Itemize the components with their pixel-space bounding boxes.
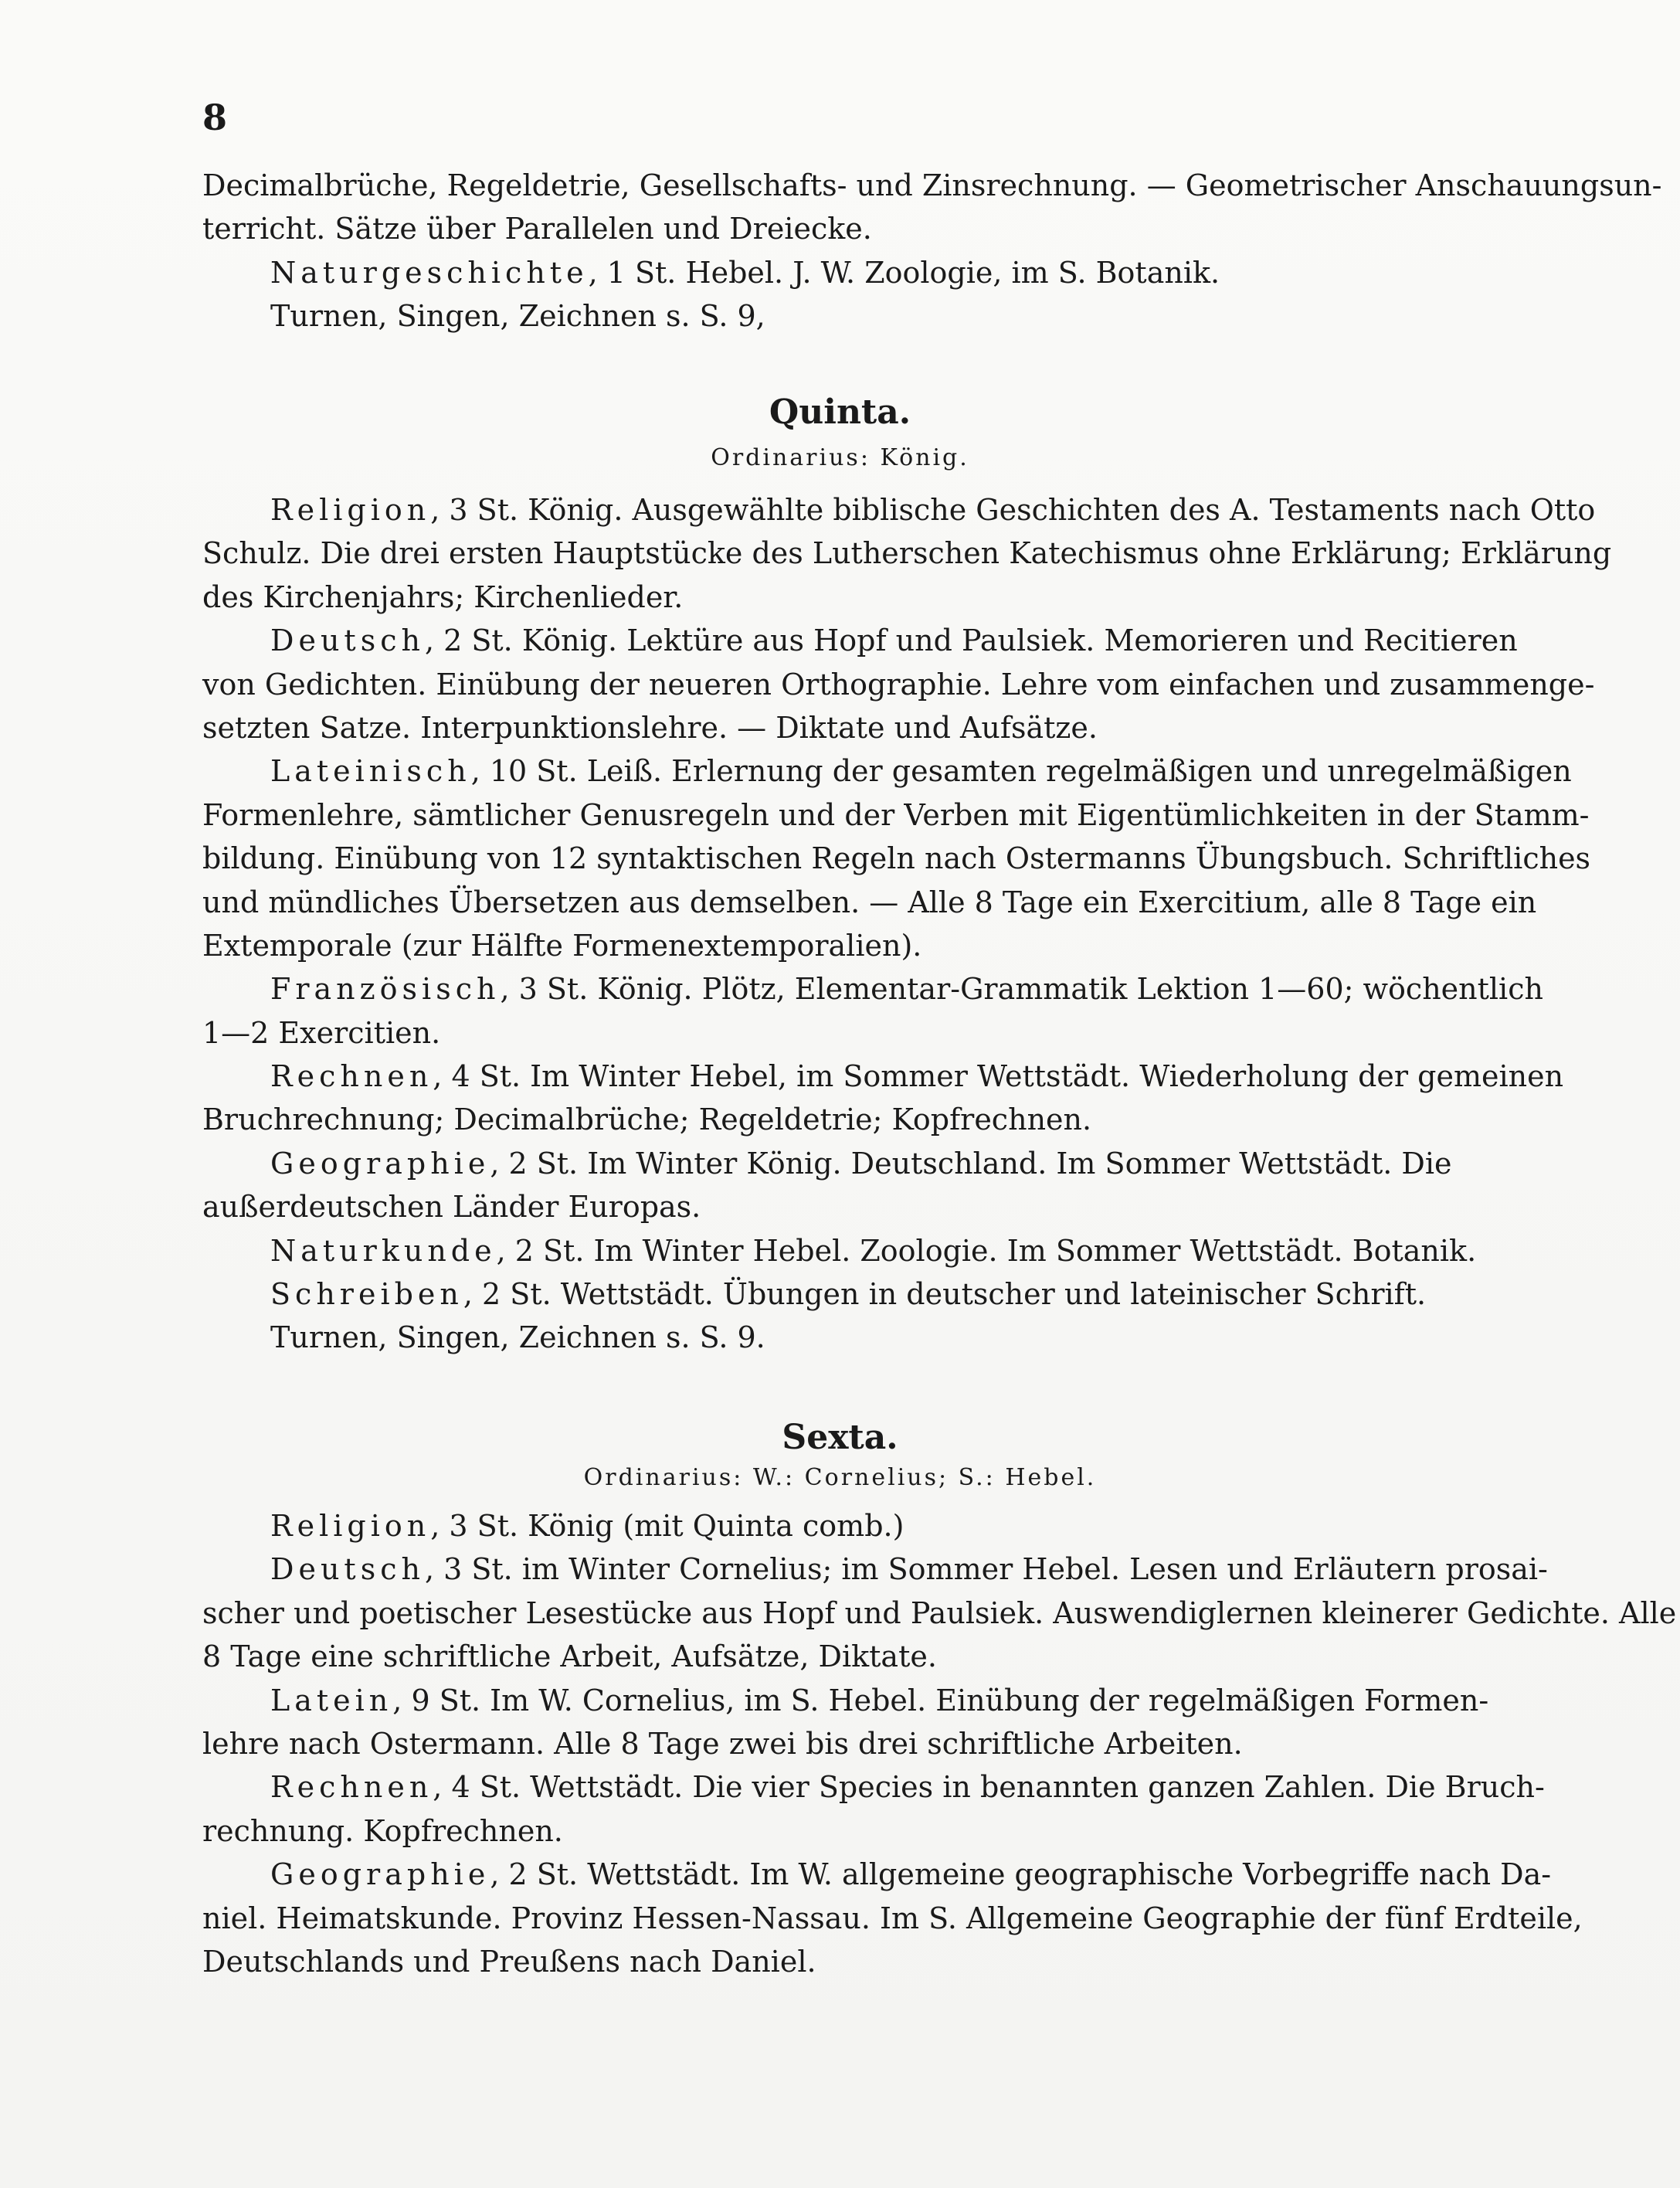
line-text: setzten Satze. Interpunktionslehre. — Diktate und Aufsätze.	[202, 710, 1098, 745]
text-line	[202, 1853, 1554, 1896]
subject-name: Deutsch	[270, 1552, 425, 1587]
line-text: lehre nach Ostermann. Alle 8 Tage zwei bis drei schriftliche Arbeiten.	[202, 1726, 1243, 1761]
text-line	[202, 1011, 1554, 1055]
subject-name: Rechnen	[270, 1059, 433, 1094]
text-line	[202, 1055, 1564, 1098]
line-text: , 2 St. Wettstädt. Im W. allgemeine geographische Vorbegriffe nach Da-	[490, 1857, 1552, 1892]
subject-name: Rechnen	[270, 1770, 433, 1805]
text-line	[202, 1592, 1677, 1635]
ordinarius-line: Ordinarius: W.: Cornelius; S.: Hebel.	[583, 1464, 1097, 1491]
line-text: Bruchrechnung; Decimalbrüche; Regeldetrie; Kopfrechnen.	[202, 1102, 1092, 1137]
text-line	[202, 619, 1554, 662]
subject-name: Religion	[270, 493, 431, 527]
line-text: rechnung. Kopfrechnen.	[202, 1813, 563, 1848]
section-heading-sexta	[0, 1418, 1680, 1457]
line-text: und mündliches Übersetzen aus demselben. — Alle 8 Tage ein Exercitium, alle 8 Tage ein	[202, 885, 1537, 919]
quinta-text	[202, 488, 1612, 1360]
line-text: , 2 St. Im Winter Hebel. Zoologie. Im Sommer Wettstädt. Botanik.	[496, 1233, 1477, 1268]
subject-name: Deutsch	[270, 623, 425, 658]
line-text: , 3 St. König. Plötz, Elementar-Grammatik Lektion 1—60; wöchentlich	[500, 972, 1543, 1007]
line-text: des Kirchenjahrs; Kirchenlieder.	[202, 579, 684, 614]
text-line	[202, 1765, 1554, 1809]
text-line	[202, 1316, 1554, 1359]
ordinarius-line: Ordinarius: König.	[711, 444, 969, 471]
subject-name: Schreiben	[270, 1277, 463, 1312]
subject-name: Geographie	[270, 1857, 490, 1892]
text-line	[202, 663, 1595, 706]
subject-name: Latein	[270, 1683, 393, 1717]
section-ordinarius-sexta	[0, 1464, 1680, 1491]
line-text: Schulz. Die drei ersten Hauptstücke des Lutherschen Katechismus ohne Erklärung; Erklärung	[202, 536, 1612, 571]
line-text: , 10 St. Leiß. Erlernung der gesamten regelmäßigen und unregelmäßigen	[470, 754, 1572, 789]
line-text: , 4 St. Wettstädt. Die vier Species in benannten ganzen Zahlen. Die Bruch-	[433, 1770, 1545, 1805]
text-line	[202, 837, 1591, 880]
text-line	[202, 1098, 1554, 1141]
line-text: , 3 St. König (mit Quinta comb.)	[430, 1509, 904, 1543]
text-line	[202, 793, 1590, 837]
subject-name: Geographie	[270, 1146, 490, 1181]
text-line	[202, 532, 1612, 575]
text-line	[202, 1897, 1583, 1940]
section-title: Quinta.	[769, 392, 911, 432]
line-text: Formenlehre, sämtlicher Genusregeln und der Verben mit Eigentümlichkeiten in der Stamm-	[202, 797, 1590, 832]
line-text: Turnen, Singen, Zeichnen s. S. 9.	[270, 1320, 765, 1355]
line-text: außerdeutschen Länder Europas.	[202, 1190, 701, 1225]
line-text: , 2 St. König. Lektüre aus Hopf und Paulsiek. Memorieren und Recitieren	[424, 623, 1518, 658]
text-line	[202, 881, 1554, 924]
text-line	[202, 576, 1554, 619]
subject-name: Französisch	[270, 972, 501, 1007]
text-line	[202, 488, 1596, 532]
text-line	[202, 1940, 1554, 1983]
subject-name: Naturkunde	[270, 1233, 497, 1268]
subject-name: Religion	[270, 1509, 431, 1543]
section-title: Sexta.	[782, 1418, 898, 1457]
line-text: , 3 St. im Winter Cornelius; im Sommer Hebel. Lesen und Erläutern prosai-	[424, 1552, 1548, 1587]
text-line	[202, 967, 1554, 1011]
text-line	[202, 1504, 1554, 1548]
text-line	[202, 1142, 1554, 1185]
line-text: von Gedichten. Einübung der neueren Orthographie. Lehre vom einfachen und zusammenge-	[202, 667, 1595, 702]
line-text: bildung. Einübung von 12 syntaktischen Regeln nach Ostermanns Übungsbuch. Schriftliches	[202, 841, 1591, 876]
subject-name: Lateinisch	[270, 754, 471, 789]
line-text: , 1 St. Hebel. J. W. Zoologie, im S. Botanik.	[588, 255, 1220, 290]
line-text: , 3 St. König. Ausgewählte biblische Geschichten des A. Testaments nach Otto	[430, 493, 1596, 527]
line-text: Extemporale (zur Hälfte Formenextemporalien).	[202, 928, 922, 963]
text-line	[202, 1679, 1554, 1722]
text-line	[202, 1229, 1554, 1272]
text-line	[202, 1272, 1554, 1316]
text-line	[202, 1548, 1554, 1591]
line-text: niel. Heimatskunde. Provinz Hessen-Nassau. Im S. Allgemeine Geographie der fünf Erdteile,	[202, 1901, 1583, 1935]
line-text: Deutschlands und Preußens nach Daniel.	[202, 1944, 816, 1979]
intro-text	[202, 164, 1662, 338]
text-line	[202, 1635, 1554, 1678]
section-ordinarius-quinta	[0, 444, 1680, 471]
text-line	[202, 749, 1572, 793]
text-line	[202, 251, 1554, 294]
text-line	[202, 706, 1554, 749]
text-line	[202, 924, 1554, 967]
line-text: , 2 St. Wettstädt. Übungen in deutscher und lateinischer Schrift.	[463, 1277, 1427, 1312]
text-line	[202, 1809, 1554, 1853]
sexta-text	[202, 1504, 1677, 1983]
line-text: 1—2 Exercitien.	[202, 1015, 441, 1050]
subject-name: Naturgeschichte	[270, 255, 589, 290]
line-text: , 2 St. Im Winter König. Deutschland. Im Sommer Wettstädt. Die	[490, 1146, 1452, 1181]
line-text: Turnen, Singen, Zeichnen s. S. 9,	[270, 299, 765, 334]
text-line	[202, 1185, 1554, 1228]
section-heading-quinta	[0, 392, 1680, 432]
text-line	[202, 1722, 1554, 1765]
text-line	[202, 294, 1554, 338]
text-line: Decimalbrüche, Regeldetrie, Gesellschafts- und Zinsrechnung. — Geometrischer Anschauungsun-	[202, 168, 1662, 202]
line-text: scher und poetischer Lesestücke aus Hopf und Paulsiek. Auswendiglernen kleinerer Gedichte. Alle	[202, 1595, 1677, 1630]
line-text: , 4 St. Im Winter Hebel, im Sommer Wettstädt. Wiederholung der gemeinen	[433, 1059, 1564, 1094]
line-text: , 9 St. Im W. Cornelius, im S. Hebel. Einübung der regelmäßigen Formen-	[392, 1683, 1489, 1717]
text-line: terricht. Sätze über Parallelen und Dreiecke.	[202, 212, 872, 246]
page-number: 8	[202, 97, 228, 138]
line-text: 8 Tage eine schriftliche Arbeit, Aufsätze, Diktate.	[202, 1639, 937, 1674]
